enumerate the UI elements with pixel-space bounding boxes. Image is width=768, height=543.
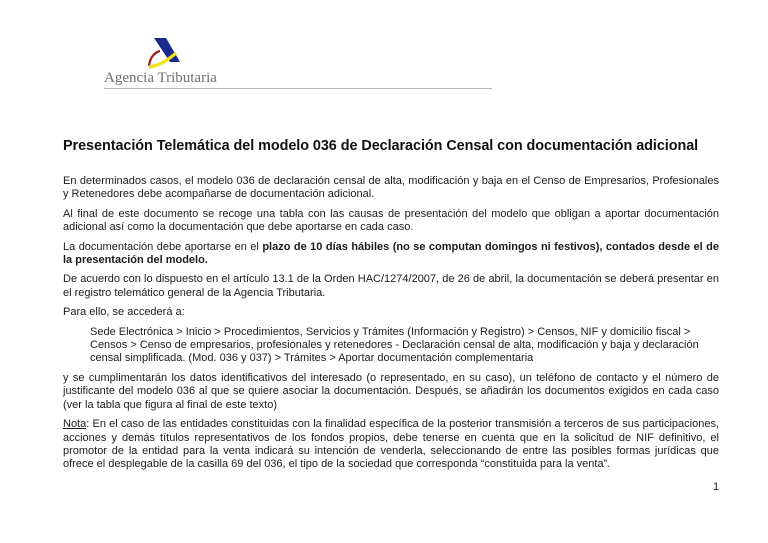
document-title: Presentación Telemática del modelo 036 de Declaración Censal con documentación adicional bbox=[63, 138, 699, 154]
note-text: : En el caso de las entidades constituidas con la finalidad específica de la posterior transmisión a terceros de sus participaciones, acciones y demás títulos representativos de los fondos propios, debe tenerse en cuenta que en la solicitud de NIF definitivo, el promotor de la entidad para la venta indicará su intención de venderla, seleccionando de entre las posibles formas jurídicas que ofrece el desplegable de la casilla 69 del 036, el tipo de la sociedad que corresponda “constituida para la venta”. bbox=[63, 418, 719, 471]
intro-paragraph: En determinados casos, el modelo 036 de declaración censal de alta, modificación y baja en el Censo de Empresarios, Profesionales y Retenedores debe acompañarse de documentación adicional. bbox=[63, 175, 719, 201]
agencia-tributaria-logo-icon bbox=[146, 38, 182, 70]
document-body bbox=[63, 175, 719, 478]
deadline-prefix: La documentación debe aportarse en el bbox=[63, 240, 263, 253]
deadline-paragraph bbox=[63, 241, 719, 268]
deadline-bold: plazo de 10 días hábiles (no se computan domingos ni festivos), contados desde el de la presentación del modelo. bbox=[63, 240, 719, 267]
note-label: Nota bbox=[63, 418, 87, 431]
note-paragraph bbox=[63, 418, 719, 472]
table-reference-paragraph: Al final de este documento se recoge una tabla con las causas de presentación del modelo que obligan a aportar documentación adicional así como la documentación que debe aportarse en cada caso. bbox=[63, 207, 719, 234]
agency-name: Agencia Tributaria bbox=[104, 70, 217, 86]
access-path: Sede Electrónica > Inicio > Procedimientos, Servicios y Trámites (Información y Registro) > Censos, NIF y domicilio fiscal > Censos > Censo de empresarios, profesionales y retenedores - Declaración censal de alta, modificación y baja y declaración censal simplificada. (Mod. 036 y 037) > Trámites > Aportar documentación complementaria bbox=[90, 325, 699, 365]
access-intro: Para ello, se accederá a: bbox=[63, 306, 185, 319]
page-number: 1 bbox=[713, 481, 720, 493]
header-divider bbox=[104, 88, 492, 89]
fill-in-paragraph: y se cumplimentarán los datos identificativos del interesado (o representado, en su caso), un teléfono de contacto y el número de justificante del modelo 036 al que se quiere asociar la documentación. Después, se añadirán los documentos exigidos en cada caso (ver la tabla que figura al final de este texto) bbox=[63, 371, 719, 411]
regulation-paragraph: De acuerdo con lo dispuesto en el artículo 13.1 de la Orden HAC/1274/2007, de 26 de abril, la documentación se deberá presentar en el registro telemático general de la Agencia Tributaria. bbox=[63, 273, 719, 299]
